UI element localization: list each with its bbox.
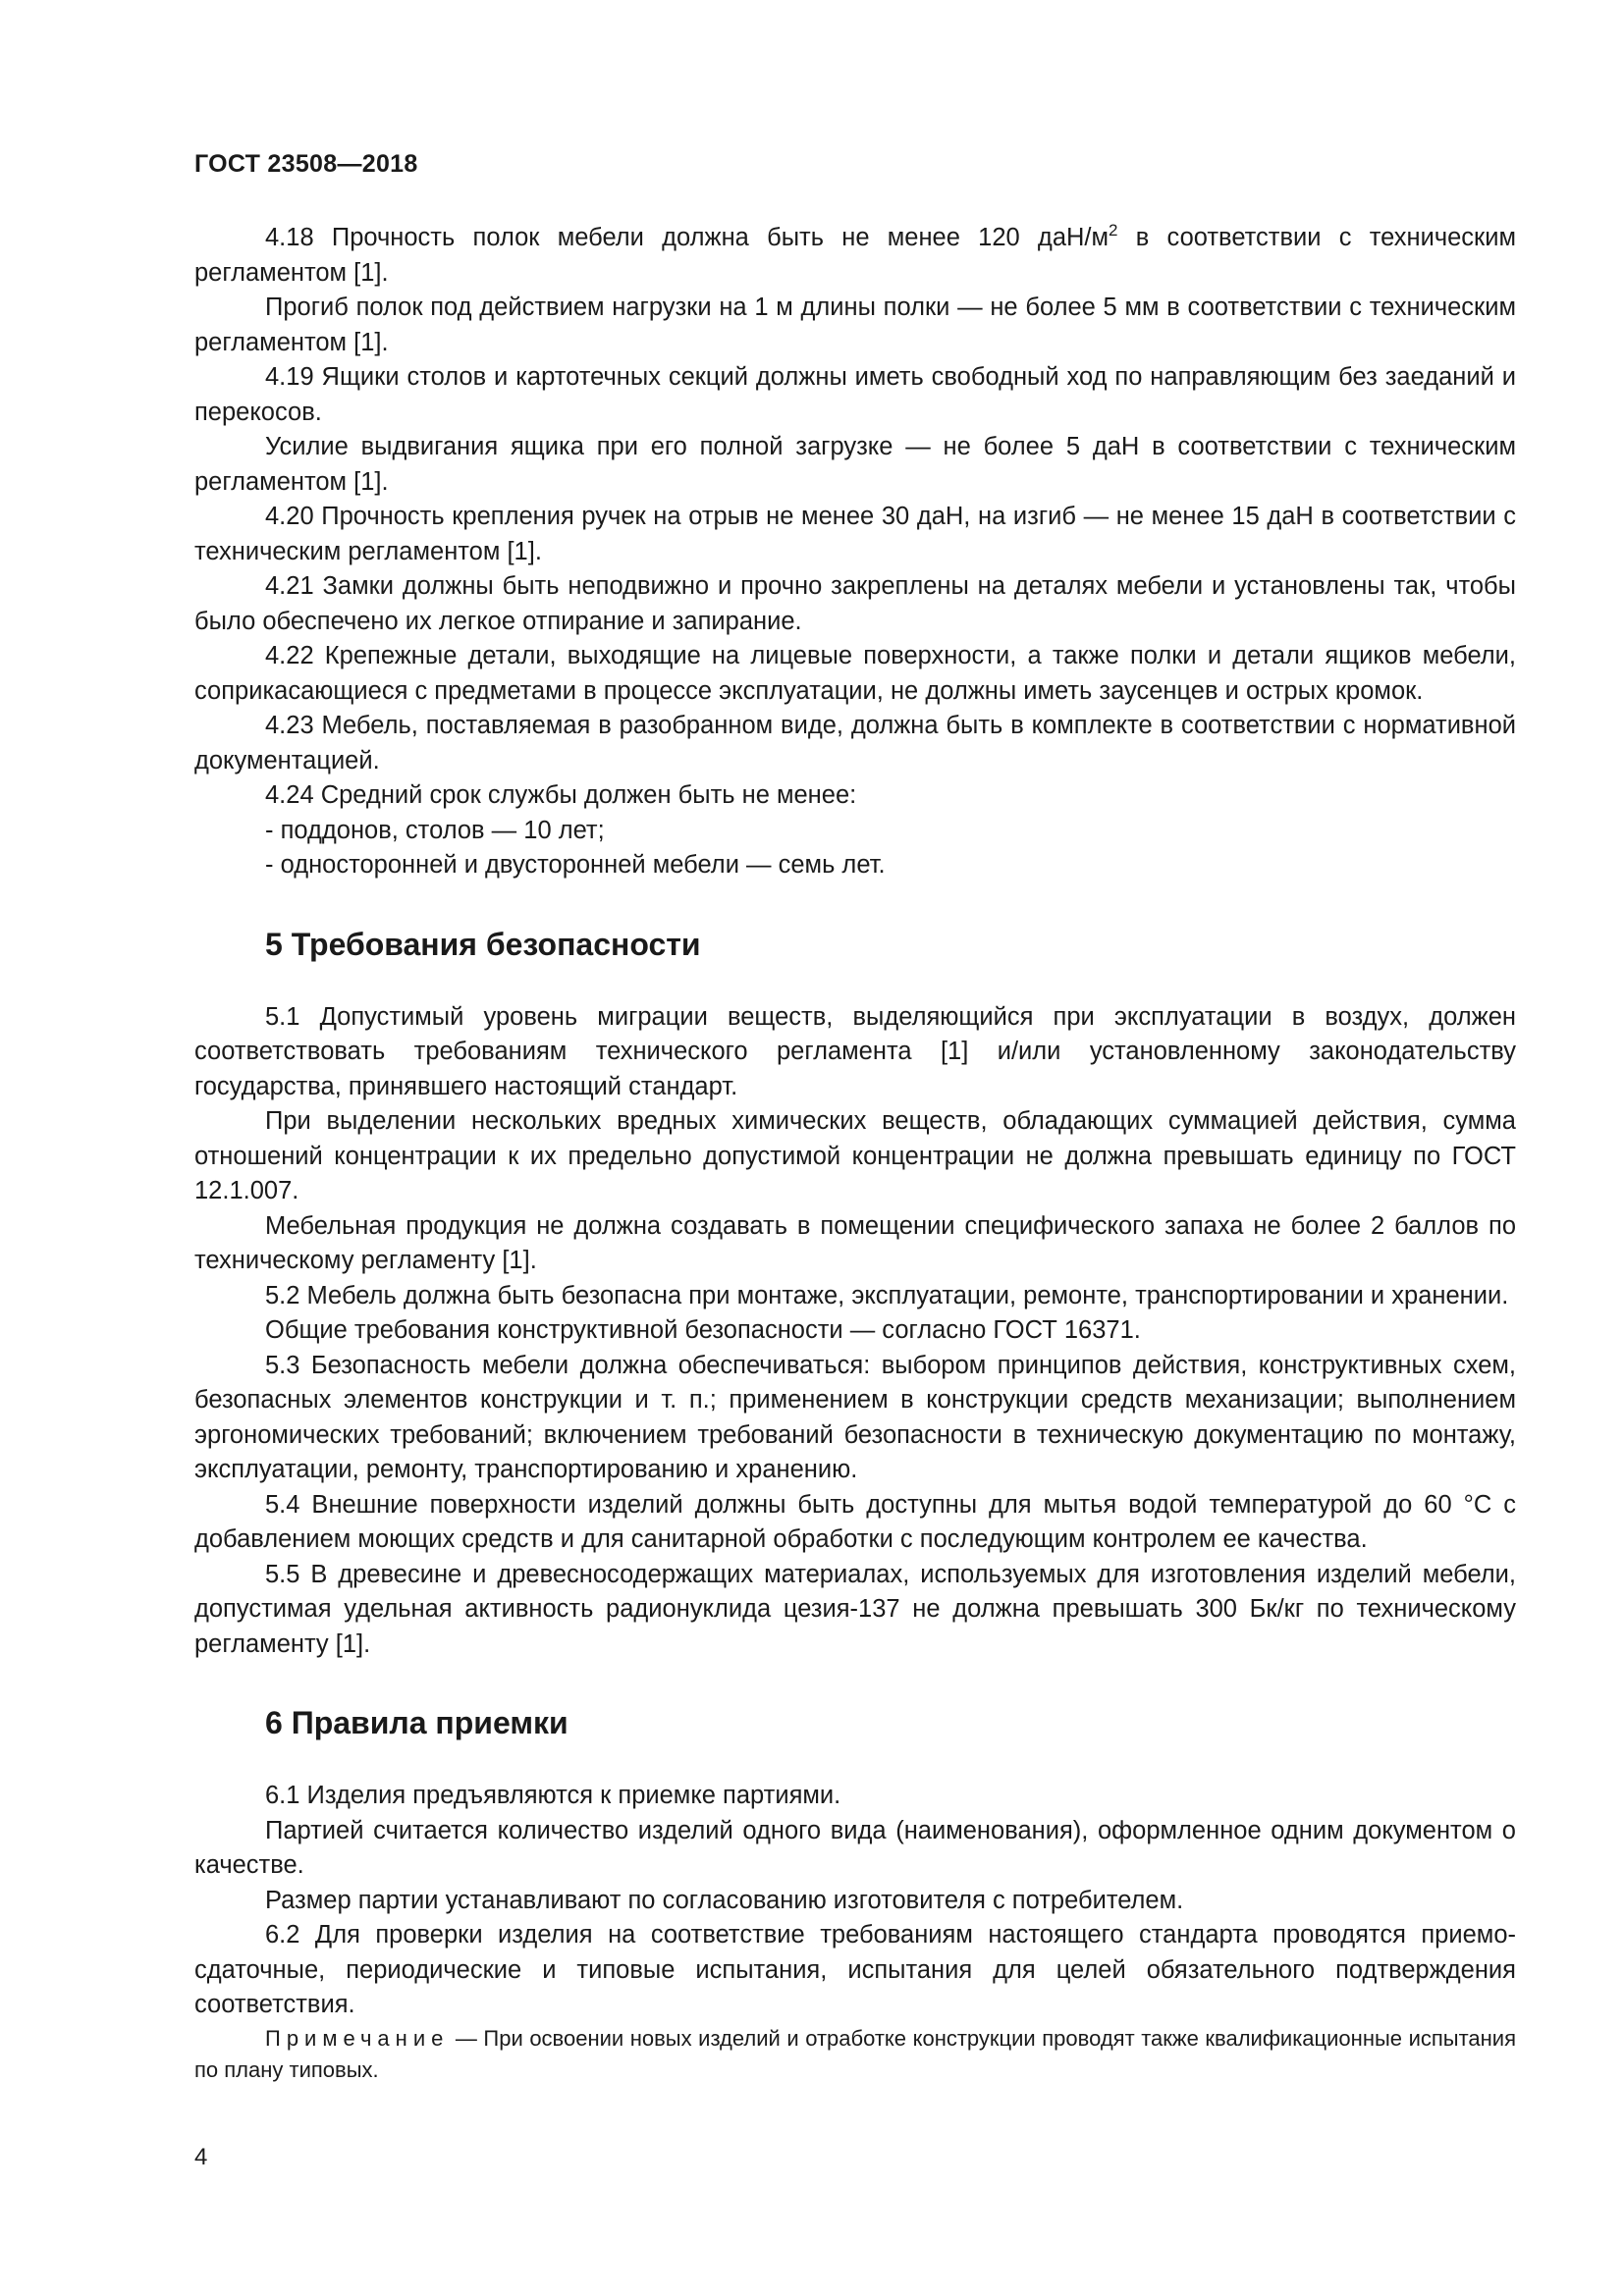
clause-5-1: 5.1 Допустимый уровень миграции веществ, выделяющийся при эксплуатации в воздух, должен соответствовать требованиям технического регламента [1] и/или установленному законодательству государства, принявшего настоящий стандарт. — [194, 1002, 1516, 1100]
list-item: - односторонней и двусторонней мебели — семь лет. — [194, 848, 1516, 883]
note — [194, 2023, 1516, 2086]
note-text: — При освоении новых изделий и отработке конструкции проводят также квалификационные испытания по плану типовых. — [194, 2025, 1516, 2082]
clause-4-18-deflection: Прогиб полок под действием нагрузки на 1 м длины полки — не более 5 мм в соответствии с техническим регламентом [1]. — [194, 294, 1516, 356]
clause-4-19: 4.19 Ящики столов и картотечных секций должны иметь свободный ход по направляющим без заеданий и перекосов. — [194, 363, 1516, 426]
clause-6-1-batch: Партией считается количество изделий одного вида (наименования), оформленное одним документом о качестве. — [194, 1816, 1516, 1879]
clause-6-1-size: Размер партии устанавливают по согласованию изготовителя с потребителем. — [265, 1886, 1184, 1914]
clause-4-19-force: Усилие выдвигания ящика при его полной загрузке — не более 5 даН в соответствии с техническим регламентом [1]. — [194, 433, 1516, 496]
clause-4-22: 4.22 Крепежные детали, выходящие на лицевые поверхности, а также полки и детали ящиков мебели, соприкасающиеся с предметами в процессе эксплуатации, не должны иметь заусенцев и острых кромок. — [194, 642, 1516, 705]
clause-5-2-general: Общие требования конструктивной безопасности — согласно ГОСТ 16371. — [265, 1316, 1141, 1344]
clause-5-5: 5.5 В древесине и древесносодержащих материалах, используемых для изготовления изделий мебели, допустимая удельная активность радионуклида цезия-137 не должна превышать 300 Бк/кг по техническому регламенту [1]. — [194, 1560, 1516, 1658]
clause-5-2: 5.2 Мебель должна быть безопасна при монтаже, эксплуатации, ремонте, транспортировании и хранении. — [265, 1281, 1509, 1309]
clause-6-1: 6.1 Изделия предъявляются к приемке партиями. — [265, 1782, 841, 1809]
page-number: 4 — [194, 2144, 208, 2170]
clause-4-24: 4.24 Средний срок службы должен быть не менее: — [265, 781, 857, 809]
clause-5-1-odor: Мебельная продукция не должна создавать в помещении специфического запаха не более 2 баллов по техническому регламенту [1]. — [194, 1211, 1516, 1274]
clause-5-4: 5.4 Внешние поверхности изделий должны быть доступны для мытья водой температурой до 60 °С с добавлением моющих средств и для санитарной обработки с последующим контролем ее качества. — [194, 1490, 1516, 1553]
clause-4-23: 4.23 Мебель, поставляемая в разобранном виде, должна быть в комплекте в соответствии с нормативной документацией. — [194, 712, 1516, 774]
note-label: Примечание — [265, 2025, 450, 2051]
document-body — [194, 221, 1516, 2086]
superscript: 2 — [1109, 221, 1118, 240]
section-heading-5: 5 Требования безопасности — [265, 926, 701, 962]
clause-4-18 — [194, 221, 1516, 291]
section-heading-6: 6 Правила приемки — [265, 1705, 568, 1740]
clause-5-1-chemicals: При выделении нескольких вредных химических веществ, обладающих суммацией действия, сумма отношений концентрации к их предельно допустимой концентрации не должна превышать единицу по ГОСТ 12.1.007. — [194, 1107, 1516, 1204]
clause-4-18-text-end: в соответствии с техническим регламентом [1]. — [194, 224, 1516, 287]
clause-5-3: 5.3 Безопасность мебели должна обеспечиваться: выбором принципов действия, конструктивных схем, безопасных элементов конструкции и т. п.; применением в конструкции средств механизации; выполнением эргономических требований; включением требований безопасности в техническую документацию по монтажу, эксплуатации, ремонту, транспортированию и хранению. — [194, 1351, 1516, 1483]
clause-6-2: 6.2 Для проверки изделия на соответствие требованиям настоящего стандарта проводятся приемо-сдаточные, периодические и типовые испытания, испытания для целей обязательного подтверждения соответствия. — [194, 1921, 1516, 2018]
list-item: - поддонов, столов — 10 лет; — [194, 814, 1516, 849]
clause-4-18-text: 4.18 Прочность полок мебели должна быть не менее 120 даН/м — [265, 224, 1110, 251]
page-header-standard: ГОСТ 23508—2018 — [194, 150, 418, 178]
clause-4-21: 4.21 Замки должны быть неподвижно и прочно закреплены на деталях мебели и установлены так, чтобы было обеспечено их легкое отпирание и запирание. — [194, 572, 1516, 635]
clause-4-20: 4.20 Прочность крепления ручек на отрыв не менее 30 даН, на изгиб — не менее 15 даН в соответствии с техническим регламентом [1]. — [194, 503, 1516, 565]
